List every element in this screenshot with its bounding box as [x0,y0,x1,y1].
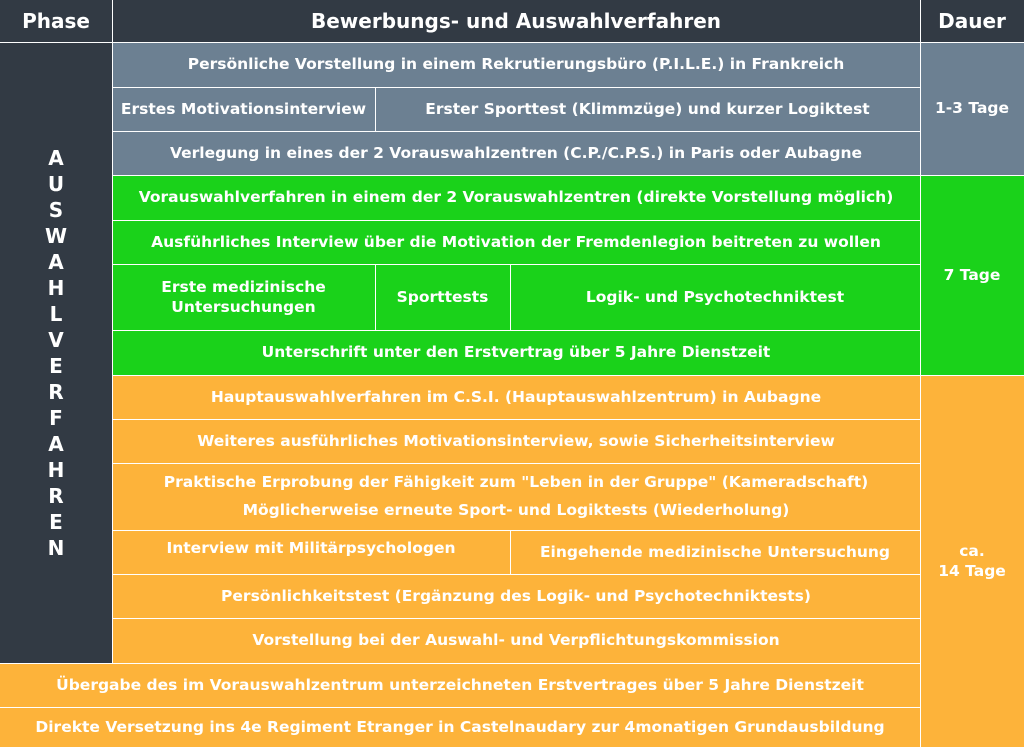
orange-row-4-right: Eingehende medizinische Untersuchung [510,530,920,574]
grey-row-2-left: Erstes Motivationsinterview [112,87,375,131]
phase-letter: E [49,353,63,378]
phase-letter: A [48,145,64,170]
grid-line [375,264,376,330]
phase-letter: S [48,197,64,222]
grid-line [510,264,511,330]
grid-line [112,375,1024,376]
grid-line [112,463,920,464]
phase-letter: W [44,223,68,248]
grid-line [0,707,920,708]
grid-line [112,574,920,575]
orange-row-3-line1: Praktische Erprobung der Fähigkeit zum "Leben in der Gruppe" (Kameradschaft) [163,473,869,492]
green-row-3-left-line2: Untersuchungen [171,298,316,316]
green-row-3-left [112,264,375,330]
orange-row-8: Direkte Versetzung ins 4e Regiment Etranger in Castelnaudary zur 4monatigen Grundausbildung [0,707,920,747]
grid-line [112,330,920,331]
grey-row-3: Verlegung in eines der 2 Vorauswahlzentren (C.P./C.P.S.) in Paris oder Aubagne [112,131,920,175]
grid-line [0,42,1024,43]
grid-line [112,419,920,420]
header-title: Bewerbungs- und Auswahlverfahren [112,0,920,42]
orange-duration-line1: ca. [959,541,985,560]
phase-letter: U [47,171,65,196]
header-phase: Phase [0,0,112,42]
orange-row-4-left: Interview mit Militärpsychologen [112,530,510,574]
orange-row-3 [112,463,920,530]
orange-row-1: Hauptauswahlverfahren im C.S.I. (Hauptauswahlzentrum) in Aubagne [112,375,920,419]
grid-line [510,530,511,574]
phase-letter: L [49,301,63,326]
phase-letter: A [48,249,64,274]
phase-letter: V [48,327,64,352]
green-row-3-left-line1: Erste medizinische [161,277,326,296]
grid-line [112,175,1024,176]
phase-letter: R [48,483,64,508]
green-row-2: Ausführliches Interview über die Motivation der Fremdenlegion beitreten zu wollen [112,220,920,264]
phase-letter: E [49,509,63,534]
orange-row-7: Übergabe des im Vorauswahlzentrum unterzeichneten Erstvertrages über 5 Jahre Dienstzeit [0,663,920,707]
green-row-3-mid: Sporttests [375,264,510,330]
grid-line [112,618,920,619]
green-row-3-right: Logik- und Psychotechniktest [510,264,920,330]
phase-letter: R [48,379,64,404]
phase-letter: H [47,457,65,482]
grid-line [112,131,920,132]
phase-letter: H [47,275,65,300]
grid-line [920,0,921,747]
grid-line [112,264,920,265]
orange-row-2: Weiteres ausführliches Motivationsinterview, sowie Sicherheitsinterview [112,419,920,463]
grid-line [112,0,113,663]
green-row-1: Vorauswahlverfahren in einem der 2 Vorauswahlzentren (direkte Vorstellung möglich) [112,175,920,220]
orange-row-5: Persönlichkeitstest (Ergänzung des Logik- und Psychotechniktests) [112,574,920,618]
header-dauer: Dauer [920,0,1024,42]
grid-line [0,663,920,664]
grey-row-1: Persönliche Vorstellung in einem Rekrutierungsbüro (P.I.L.E.) in Frankreich [112,42,920,87]
phase-letter: N [47,535,65,560]
phase-letter: F [49,405,63,430]
orange-row-3-line2: Möglicherweise erneute Sport- und Logiktests (Wiederholung) [242,500,790,519]
phase-label-vertical [0,42,112,663]
grid-line [112,220,920,221]
green-row-4: Unterschrift unter den Erstvertrag über 5 Jahre Dienstzeit [112,330,920,375]
grid-line [112,87,920,88]
orange-duration-line2: 14 Tage [938,562,1006,580]
grey-duration: 1-3 Tage [920,42,1024,175]
grid-line [112,530,920,531]
orange-row-6: Vorstellung bei der Auswahl- und Verpflichtungskommission [112,618,920,663]
grid-line [375,87,376,131]
orange-duration [920,375,1024,747]
grey-row-2-right: Erster Sporttest (Klimmzüge) und kurzer Logiktest [375,87,920,131]
green-duration: 7 Tage [920,175,1024,375]
phase-letter: A [48,431,64,456]
